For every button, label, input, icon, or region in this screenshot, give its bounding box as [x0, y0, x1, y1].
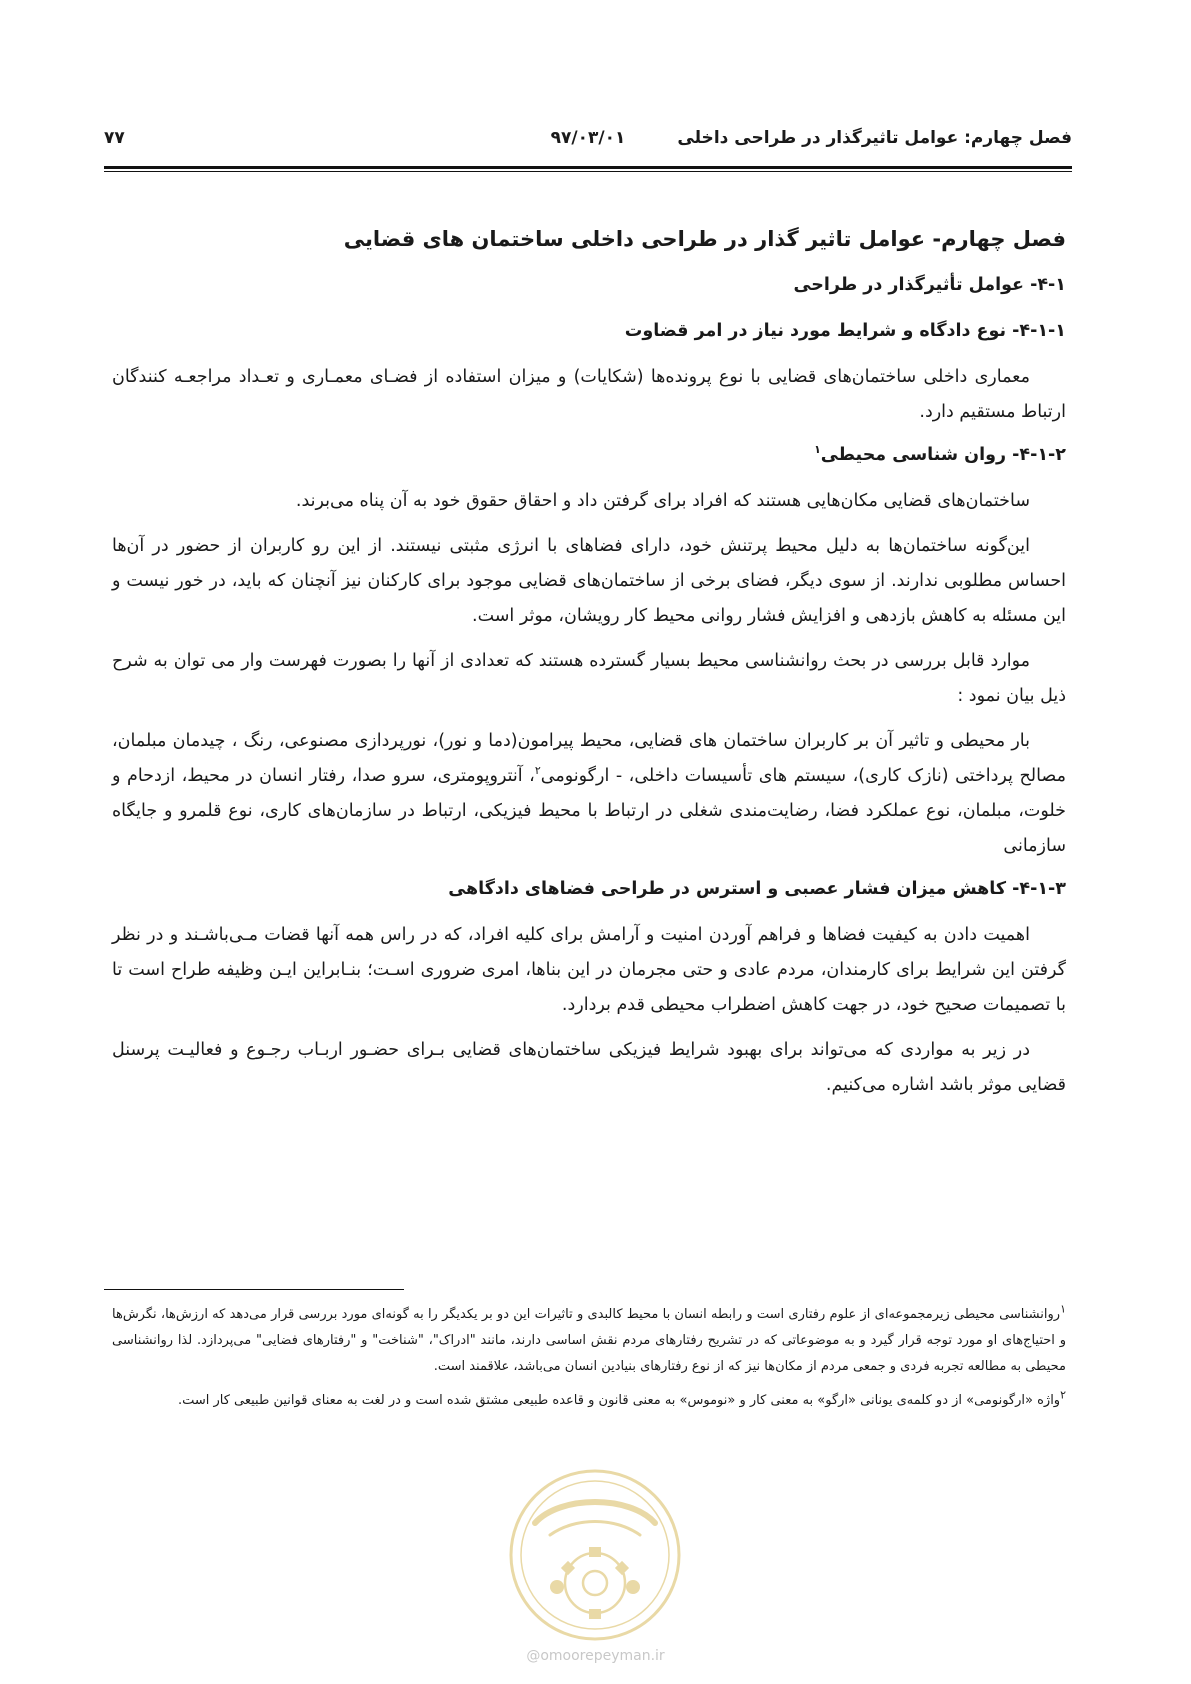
- header-rule-thick: [104, 166, 1072, 169]
- paragraph-5: [112, 724, 1066, 864]
- section-heading-4-1: ۴-۱- عوامل تأثیرگذار در طراحی: [793, 275, 1066, 295]
- footnote-separator: [104, 1289, 404, 1290]
- footnote-ref-2: ۲: [534, 764, 541, 778]
- paragraph-2: ساختمان‌های قضایی مکان‌هایی هستند که افراد برای گرفتن داد و احقاق حقوق خود به آن پناه می‌برند.: [295, 491, 1030, 511]
- footnote-2-mark: ۲: [1060, 1388, 1066, 1402]
- footnote-1-mark: ۱: [1060, 1302, 1066, 1316]
- footnote-ref-1: ۱: [814, 443, 821, 457]
- header-rule-thin: [104, 171, 1072, 172]
- watermark-url: @omoorepeyman.ir: [526, 1648, 665, 1664]
- watermark-seal: [505, 1465, 685, 1645]
- section-heading-4-1-3: ۴-۱-۳- کاهش میزان فشار عصبی و استرس در طراحی فضاهای دادگاهی: [448, 879, 1066, 899]
- section-heading-4-1-2: [112, 440, 1066, 470]
- paragraph-1: معماری داخلی ساختمان‌های قضایی با نوع پرونده‌ها (شکایات) و میزان استفاده از فضـای معمـاری و تعـداد مراجعـه کنندگان ارتباط مستقیم دارد.: [112, 367, 1066, 422]
- body-content: [112, 224, 1066, 1113]
- header-chapter-title: فصل چهارم: عوامل تاثیرگذار در طراحی داخلی: [677, 128, 1072, 148]
- paragraph-5-part-b: ، آنتروپومتری، سرو صدا، رفتار انسان در محیط، ازدحام و خلوت، مبلمان، نوع عملکرد فضا، رضایت‌مندی شغلی در ارتباط با محیط فیزیکی، ارتباط در سازمان‌های کاری، نوع قلمرو و جایگاه سازمانی: [112, 766, 1066, 856]
- page-number: ۷۷: [104, 128, 125, 148]
- running-header: [104, 128, 1072, 156]
- paragraph-3: این‌گونه ساختمان‌ها به دلیل محیط پرتنش خود، دارای فضاهای با انرژی مثبتی نیستند. از این رو کاربران از حضور در آن‌ها احساس مطلوبی ندارند. از سوی دیگر، فضای برخی از ساختمان‌های قضایی موجود برای کارکنان نیز آنچنان که باید، در خور نیست و این مسئله به کاهش بازدهی و افزایش فشار روانی محیط کار رویشان، موثر است.: [112, 536, 1066, 626]
- footnotes: [112, 1302, 1066, 1422]
- paragraph-7: در زیر به مواردی که می‌تواند برای بهبود شرایط فیزیکی ساختمان‌های قضایی بـرای حضـور اربـاب رجـوع و فعالیـت پرسنل قضایی موثر باشد اشاره می‌کنیم.: [112, 1040, 1066, 1095]
- footnote-2-text: واژه «ارگونومی» از دو کلمه‌ی یونانی «ارگو» به معنی کار و «نوموس» به معنی قانون و قاعده طبیعی مشتق شده است و در لغت به معنای قوانین طبیعی کار است.: [177, 1393, 1061, 1408]
- paragraph-4: موارد قابل بررسی در بحث روانشناسی محیط بسیار گسترده هستند که تعدادی از آنها را بصورت فهرست وار می توان به شرح ذیل بیان نمود :: [112, 651, 1066, 706]
- footnote-2: [112, 1388, 1066, 1414]
- header-date: ۹۷/۰۳/۰۱: [550, 128, 626, 148]
- footnote-1-text: روانشناسی محیطی زیرمجموعه‌ای از علوم رفتاری است و رابطه انسان با محیط کالبدی و تاثیرات این دو بر یکدیگر را به گونه‌ای مورد بررسی قرار می‌دهد که ارزش‌ها، نگرش‌ها و احتیاج‌های او مورد توجه قرار گیرد و به موضوعاتی که در تشریح رفتارهای مردم نقش اساسی دارند، مانند "ادراک"، "شناخت" و "رفتارهای فضایی" می‌پردازد. لذا روانشناسی محیطی به مطالعه تجربه فردی و جمعی مردم از مکان‌ها نیز که از نوع رفتارهای بنیادین انسان می‌باشد، علاقمند است.: [112, 1307, 1066, 1374]
- paragraph-6: اهمیت دادن به کیفیت فضاها و فراهم آوردن امنیت و آرامش برای کلیه افراد، که در راس همه آنها قضات مـی‌باشـند و در نظر گرفتن این شرایط برای کارمندان، مردم عادی و حتی مجرمان در این بناها، امری ضروری اسـت؛ بنـابراین ایـن وظیفه طراح است تا با تصمیمات صحیح خود، در جهت کاهش اضطراب محیطی قدم بردارد.: [112, 925, 1066, 1015]
- watermark-url-text: omoorepeyman.ir: [540, 1648, 665, 1664]
- section-heading-4-1-1: ۴-۱-۱- نوع دادگاه و شرایط مورد نیاز در امر قضاوت: [624, 321, 1066, 341]
- chapter-heading: فصل چهارم- عوامل تاثیر گذار در طراحی داخلی ساختمان های قضایی: [343, 227, 1066, 251]
- paragraph-5-part-a: بار محیطی و تاثیر آن بر کاربران ساختمان های قضایی، محیط پیرامون(دما و نور)، نورپردازی مصنوعی، رنگ ، چیدمان مبلمان، مصالح پرداختی (نازک کاری)، سیستم های تأسیسات داخلی، - ارگونومی: [112, 731, 1066, 786]
- footnote-1: [112, 1302, 1066, 1380]
- section-heading-4-1-2-text: ۴-۱-۲- روان شناسی محیطی: [820, 445, 1066, 465]
